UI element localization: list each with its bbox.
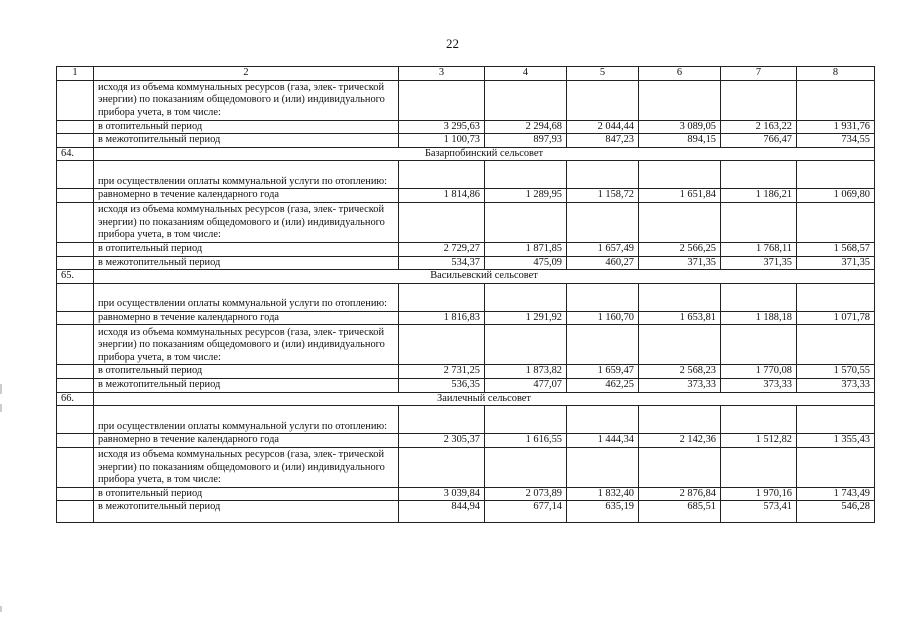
value-cell: 1 873,82 — [485, 365, 567, 379]
row-label: в межотопительный период — [94, 378, 399, 392]
index-cell — [57, 189, 94, 203]
value-cell: 1 069,80 — [797, 189, 875, 203]
column-number: 8 — [797, 67, 875, 81]
row-label: исходя из объема коммунальных ресурсов (газа, элек- трической энергии) по показаниям общедомового и (или) индивидуального прибора учета, в том числе: — [94, 80, 399, 120]
payment-mode-row — [57, 283, 875, 311]
section-header-row — [57, 147, 875, 161]
value-cell: 685,51 — [639, 501, 721, 523]
value-cell: 1 444,34 — [567, 434, 639, 448]
index-cell — [57, 283, 94, 311]
empty-cell — [567, 161, 639, 189]
value-cell: 2 163,22 — [721, 120, 797, 134]
value-cell: 1 816,83 — [399, 311, 485, 325]
column-number: 5 — [567, 67, 639, 81]
value-cell: 2 566,25 — [639, 242, 721, 256]
empty-cell — [485, 161, 567, 189]
row-label: при осуществлении оплаты коммунальной услуги по отоплению: — [94, 406, 399, 434]
empty-cell — [399, 406, 485, 434]
empty-cell — [797, 406, 875, 434]
header-row — [57, 67, 875, 81]
value-cell: 734,55 — [797, 134, 875, 148]
value-cell: 1 743,49 — [797, 487, 875, 501]
section-index: 64. — [57, 147, 94, 161]
empty-cell — [399, 80, 485, 120]
value-cell: 2 294,68 — [485, 120, 567, 134]
value-cell: 536,35 — [399, 378, 485, 392]
column-number: 3 — [399, 67, 485, 81]
row-label: равномерно в течение календарного года — [94, 311, 399, 325]
row-label: в отопительный период — [94, 487, 399, 501]
empty-cell — [721, 283, 797, 311]
value-cell: 894,15 — [639, 134, 721, 148]
empty-cell — [721, 80, 797, 120]
empty-cell — [567, 447, 639, 487]
value-cell: 1 832,40 — [567, 487, 639, 501]
empty-cell — [721, 202, 797, 242]
column-number: 2 — [94, 67, 399, 81]
empty-cell — [639, 161, 721, 189]
value-cell: 1 570,55 — [797, 365, 875, 379]
column-number: 1 — [57, 67, 94, 81]
meter-basis-row — [57, 325, 875, 365]
meter-basis-row — [57, 447, 875, 487]
value-cell: 1 100,73 — [399, 134, 485, 148]
index-cell — [57, 202, 94, 242]
value-cell: 2 142,36 — [639, 434, 721, 448]
empty-cell — [797, 80, 875, 120]
value-cell: 477,07 — [485, 378, 567, 392]
value-cell: 2 044,44 — [567, 120, 639, 134]
column-number: 7 — [721, 67, 797, 81]
index-cell — [57, 501, 94, 523]
value-cell: 1 289,95 — [485, 189, 567, 203]
tariff-table — [56, 66, 875, 523]
value-cell: 573,41 — [721, 501, 797, 523]
value-cell: 1 770,08 — [721, 365, 797, 379]
row-label: в межотопительный период — [94, 256, 399, 270]
value-cell: 3 089,05 — [639, 120, 721, 134]
empty-cell — [721, 406, 797, 434]
section-name: Базарпобинский сельсовет — [94, 147, 875, 161]
row-label: исходя из объема коммунальных ресурсов (газа, элек- трической энергии) по показаниям общедомового и (или) индивидуального прибора учета, в том числе: — [94, 325, 399, 365]
index-cell — [57, 256, 94, 270]
value-cell: 1 653,81 — [639, 311, 721, 325]
empty-cell — [797, 325, 875, 365]
value-cell: 534,37 — [399, 256, 485, 270]
value-cell: 3 039,84 — [399, 487, 485, 501]
uniform-payment-row — [57, 189, 875, 203]
index-cell — [57, 365, 94, 379]
index-cell — [57, 242, 94, 256]
empty-cell — [797, 283, 875, 311]
column-number: 4 — [485, 67, 567, 81]
empty-cell — [485, 202, 567, 242]
value-cell: 2 876,84 — [639, 487, 721, 501]
column-number: 6 — [639, 67, 721, 81]
non-heating-period-row — [57, 256, 875, 270]
value-cell: 373,33 — [797, 378, 875, 392]
empty-cell — [797, 447, 875, 487]
index-cell — [57, 311, 94, 325]
page-number: 22 — [446, 36, 459, 51]
value-cell: 1 291,92 — [485, 311, 567, 325]
value-row — [57, 134, 875, 148]
index-cell — [57, 434, 94, 448]
value-cell: 1 355,43 — [797, 434, 875, 448]
value-cell: 373,33 — [639, 378, 721, 392]
empty-cell — [485, 283, 567, 311]
value-cell: 371,35 — [721, 256, 797, 270]
section-index: 66. — [57, 392, 94, 406]
row-label: в отопительный период — [94, 120, 399, 134]
value-cell: 2 568,23 — [639, 365, 721, 379]
value-cell: 1 970,16 — [721, 487, 797, 501]
index-cell — [57, 80, 94, 120]
row-label: при осуществлении оплаты коммунальной услуги по отоплению: — [94, 283, 399, 311]
row-label: в межотопительный период — [94, 501, 399, 523]
scan-edge-mark — [0, 384, 2, 394]
index-cell — [57, 120, 94, 134]
scan-edge-mark — [0, 404, 2, 412]
value-cell: 897,93 — [485, 134, 567, 148]
index-cell — [57, 487, 94, 501]
row-label: исходя из объема коммунальных ресурсов (газа, элек- трической энергии) по показаниям общедомового и (или) индивидуального прибора учета, в том числе: — [94, 202, 399, 242]
value-cell: 1 512,82 — [721, 434, 797, 448]
row-label: при осуществлении оплаты коммунальной услуги по отоплению: — [94, 161, 399, 189]
value-cell: 1 186,21 — [721, 189, 797, 203]
value-cell: 844,94 — [399, 501, 485, 523]
value-cell: 1 931,76 — [797, 120, 875, 134]
empty-cell — [567, 325, 639, 365]
empty-cell — [485, 447, 567, 487]
empty-cell — [721, 161, 797, 189]
meter-basis-row — [57, 202, 875, 242]
empty-cell — [797, 161, 875, 189]
payment-mode-row — [57, 406, 875, 434]
empty-cell — [639, 447, 721, 487]
empty-cell — [399, 325, 485, 365]
empty-cell — [639, 406, 721, 434]
value-cell: 1 160,70 — [567, 311, 639, 325]
empty-cell — [567, 283, 639, 311]
section-name: Васильевский сельсовет — [94, 270, 875, 284]
empty-cell — [721, 447, 797, 487]
empty-cell — [639, 325, 721, 365]
index-cell — [57, 161, 94, 189]
value-cell: 1 071,78 — [797, 311, 875, 325]
row-label: в отопительный период — [94, 242, 399, 256]
section-index: 65. — [57, 270, 94, 284]
value-cell: 2 731,25 — [399, 365, 485, 379]
empty-cell — [485, 80, 567, 120]
empty-cell — [399, 283, 485, 311]
payment-mode-row — [57, 161, 875, 189]
row-label: в межотопительный период — [94, 134, 399, 148]
section-header-row — [57, 270, 875, 284]
value-cell: 546,28 — [797, 501, 875, 523]
heating-period-row — [57, 365, 875, 379]
scan-edge-mark — [0, 606, 2, 612]
value-cell: 373,33 — [721, 378, 797, 392]
value-cell: 3 295,63 — [399, 120, 485, 134]
empty-cell — [567, 80, 639, 120]
empty-cell — [399, 161, 485, 189]
value-cell: 460,27 — [567, 256, 639, 270]
value-cell: 1 158,72 — [567, 189, 639, 203]
empty-cell — [567, 202, 639, 242]
value-cell: 2 729,27 — [399, 242, 485, 256]
non-heating-period-row — [57, 501, 875, 523]
value-cell: 1 188,18 — [721, 311, 797, 325]
value-cell: 1 814,86 — [399, 189, 485, 203]
empty-cell — [485, 325, 567, 365]
row-label: в отопительный период — [94, 365, 399, 379]
empty-cell — [639, 80, 721, 120]
value-cell: 2 073,89 — [485, 487, 567, 501]
heating-period-row — [57, 487, 875, 501]
row-label: равномерно в течение календарного года — [94, 434, 399, 448]
empty-cell — [399, 202, 485, 242]
meter-basis-row — [57, 80, 875, 120]
value-cell: 635,19 — [567, 501, 639, 523]
value-cell: 1 568,57 — [797, 242, 875, 256]
empty-cell — [399, 447, 485, 487]
empty-cell — [567, 406, 639, 434]
row-label: равномерно в течение календарного года — [94, 189, 399, 203]
index-cell — [57, 378, 94, 392]
value-cell: 371,35 — [639, 256, 721, 270]
value-cell: 1 871,85 — [485, 242, 567, 256]
section-header-row — [57, 392, 875, 406]
empty-cell — [485, 406, 567, 434]
heating-period-row — [57, 242, 875, 256]
value-cell: 475,09 — [485, 256, 567, 270]
value-row — [57, 120, 875, 134]
uniform-payment-row — [57, 311, 875, 325]
index-cell — [57, 406, 94, 434]
value-cell: 1 616,55 — [485, 434, 567, 448]
section-name: Заилечный сельсовет — [94, 392, 875, 406]
value-cell: 766,47 — [721, 134, 797, 148]
index-cell — [57, 325, 94, 365]
value-cell: 1 768,11 — [721, 242, 797, 256]
value-cell: 1 659,47 — [567, 365, 639, 379]
uniform-payment-row — [57, 434, 875, 448]
empty-cell — [639, 202, 721, 242]
index-cell — [57, 447, 94, 487]
empty-cell — [797, 202, 875, 242]
non-heating-period-row — [57, 378, 875, 392]
empty-cell — [639, 283, 721, 311]
row-label: исходя из объема коммунальных ресурсов (газа, элек- трической энергии) по показаниям общедомового и (или) индивидуального прибора учета, в том числе: — [94, 447, 399, 487]
value-cell: 462,25 — [567, 378, 639, 392]
empty-cell — [721, 325, 797, 365]
index-cell — [57, 134, 94, 148]
value-cell: 371,35 — [797, 256, 875, 270]
value-cell: 847,23 — [567, 134, 639, 148]
value-cell: 1 657,49 — [567, 242, 639, 256]
value-cell: 2 305,37 — [399, 434, 485, 448]
value-cell: 1 651,84 — [639, 189, 721, 203]
value-cell: 677,14 — [485, 501, 567, 523]
